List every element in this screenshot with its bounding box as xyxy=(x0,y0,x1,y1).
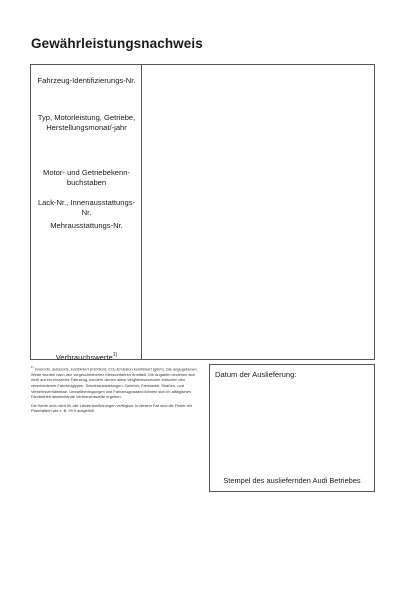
engine-label-line1: Motor- und Getriebekenn- xyxy=(43,168,130,177)
delivery-date-label: Datum der Auslieferung: xyxy=(215,370,297,379)
extras-label: Mehrausstattungs-Nr. xyxy=(50,221,123,230)
consumption-text: Verbrauchswerte xyxy=(55,353,113,362)
type-label-line1: Typ, Motorleistung, Getriebe, xyxy=(37,113,136,122)
label-column xyxy=(31,65,142,362)
footnote-para1 xyxy=(31,365,203,400)
consumption-footnote-ref: 1) xyxy=(112,352,118,358)
dealer-stamp-label: Stempel des ausliefernden Audi Betriebes xyxy=(223,476,361,485)
footnote-marker: 1) xyxy=(31,365,34,369)
vehicle-data-form xyxy=(30,64,375,360)
type-label-line2: Herstellungsmonat/-jahr xyxy=(46,123,127,132)
footnote-para1-text: innerorts, außerorts, kombiniert (l/100km); CO₂-Emission kombiniert (g/km). Die angegebenen Werte wurden nach den vorgeschriebenen Messverfahren ermittelt. Die Angaben beziehen sich nicht auf ein einzelnes Fahrzeug, sondern dienen allein Vergleichszwecken zwischen den verschiedenen Fahrzeugtypen. Sonderausstattungen, Zubehör, Fahrweise, Straßen- und Verkehrsverhältnisse, Umweltbedingungen und Fahrzeugzustand können sich im alltäglichen Fahrbetrieb abweichende Verbrauchswerte ergeben. xyxy=(31,366,197,400)
vin-label: Fahrzeug-Identifizierungs-Nr. xyxy=(37,76,136,85)
paint-label-line2: Nr. xyxy=(81,208,92,217)
entry-area[interactable] xyxy=(142,65,374,359)
delivery-box[interactable] xyxy=(209,364,375,492)
paint-label-line1: Lack-Nr., Innenausstattungs- xyxy=(37,198,136,207)
consumption-label xyxy=(31,350,142,363)
engine-label-line2: buchstaben xyxy=(66,178,107,187)
footnote-para2: Die Werte sind nicht für alle Länderausführungen verfügbar. In diesem Fall sind die Felder mit Platzhaltern wie z. B. 99.9 ausgefüllt. xyxy=(31,402,193,414)
footnote xyxy=(31,365,203,417)
page-title: Gewährleistungsnachweis xyxy=(31,36,203,51)
